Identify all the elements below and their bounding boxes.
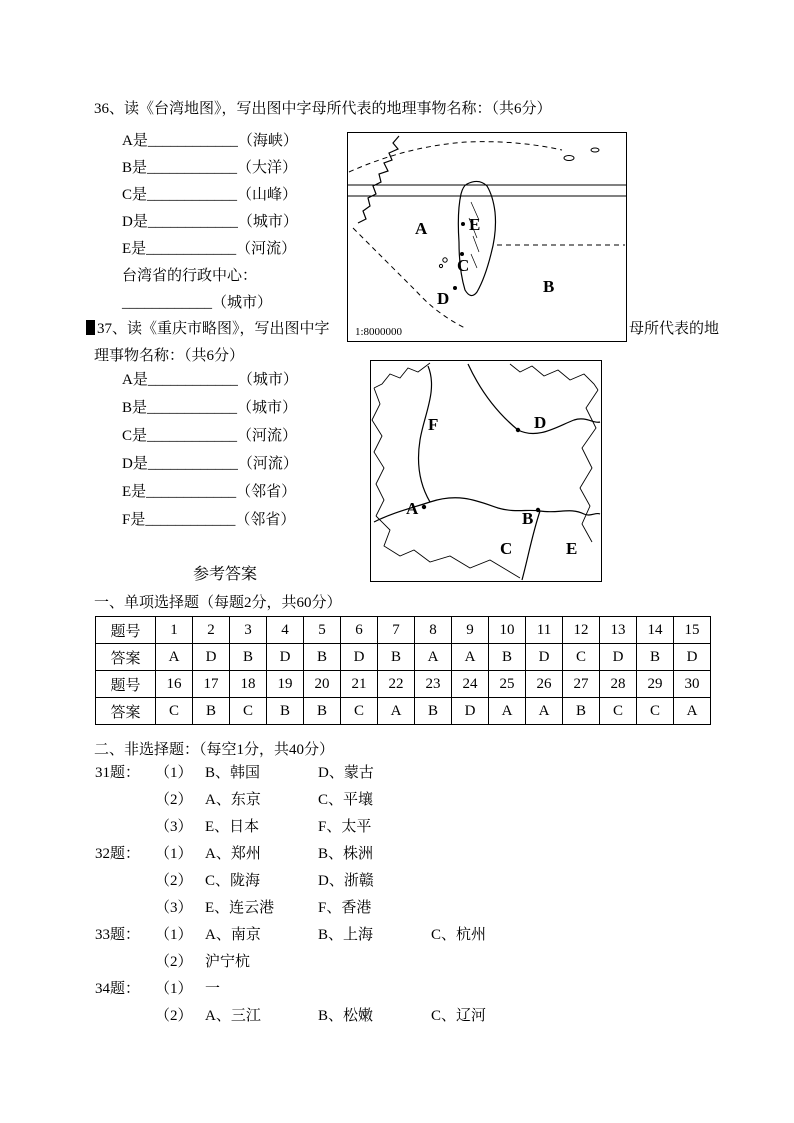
answer-table-header-cell: 题号 [96,671,156,698]
answer-table-cell: 10 [489,617,526,644]
answer-table-cell: C [230,698,267,725]
answer-table-cell: B [304,644,341,671]
answer-table [95,616,711,725]
answer-table-cell: A [156,644,193,671]
answer-table-cell: D [267,644,304,671]
answer-value: B、株洲 [318,846,374,862]
answer-value: C、辽河 [431,1008,487,1024]
answer-table-cell: D [674,644,711,671]
answer-table-cell: 7 [378,617,415,644]
answer-table-cell: C [600,698,637,725]
answer-table-cell: 27 [563,671,600,698]
q37-blank-line: D是____________（河流） [122,456,298,472]
q37-title-part2: 母所代表的地 [629,321,720,337]
answer-table-cell: 22 [378,671,415,698]
answer-table-cell: 3 [230,617,267,644]
section2-heading: 二、非选择题：（每空1分，共40分） [94,742,335,758]
map-label-d: D [437,289,450,308]
answer-subnumber: （3） [155,900,193,916]
q36-blank-line: A是____________（海峡） [122,133,298,149]
answer-subnumber: （1） [155,981,193,997]
q36-item-list [122,128,298,263]
answer-table-cell: A [452,644,489,671]
answer-table-row [96,671,711,698]
answer-value: 沪宁杭 [205,954,251,970]
answer-table-cell: 11 [526,617,563,644]
answer-table-cell: D [452,698,489,725]
answer-table-cell: 24 [452,671,489,698]
answer-table-cell: B [563,698,600,725]
answer-line [95,787,544,814]
answer-table-cell: 28 [600,671,637,698]
answer-table-cell: 15 [674,617,711,644]
map-label-f: F [428,415,439,434]
answer-value: B、上海 [318,927,374,943]
answers-heading: 参考答案 [193,566,258,583]
answer-table-cell: 25 [489,671,526,698]
map-label-e: E [566,539,578,558]
map-scale: 1:8000000 [355,326,403,338]
q37-blank-line: F是____________（邻省） [122,512,296,528]
answer-subnumber: （2） [155,792,193,808]
answer-table-cell: 1 [156,617,193,644]
answer-subnumber: （2） [155,1008,193,1024]
answer-table-cell: D [341,644,378,671]
q37-blank-line: C是____________（河流） [122,428,298,444]
answer-table-cell: A [526,698,563,725]
answer-table-cell: 17 [193,671,230,698]
answer-table-cell: A [674,698,711,725]
answer-table-cell: B [489,644,526,671]
answer-value: C、平壤 [318,792,374,808]
q36-blank-line: B是____________（大洋） [122,160,298,176]
answer-table-cell: 14 [637,617,674,644]
answer-table-cell: 29 [637,671,674,698]
answer-table-cell: 8 [415,617,452,644]
answer-table-cell: C [637,698,674,725]
answer-table-cell: 4 [267,617,304,644]
answer-table-cell: 16 [156,671,193,698]
answer-value: A、东京 [205,792,261,808]
answer-lines [95,760,544,1030]
taiwan-map [347,132,627,342]
answer-table-header-cell: 题号 [96,617,156,644]
answer-line [95,814,544,841]
answer-table-cell: B [267,698,304,725]
answer-table-cell: 19 [267,671,304,698]
q36-blank-line: E是____________（河流） [122,241,297,257]
answer-table-cell: 21 [341,671,378,698]
answer-table-header-cell: 答案 [96,644,156,671]
answer-question-label: 32题： [95,846,141,862]
answer-table-cell: A [378,698,415,725]
map-label-c: C [500,539,513,558]
answer-subnumber: （2） [155,873,193,889]
q36-title: 36、读《台湾地图》，写出图中字母所代表的地理事物名称：（共6分） [94,101,552,117]
answer-value: E、连云港 [205,900,275,916]
answer-value: 一 [205,981,221,997]
answer-value: E、日本 [205,819,260,835]
answer-table-cell: B [304,698,341,725]
answer-table-cell: 2 [193,617,230,644]
answer-table-cell: D [600,644,637,671]
answer-subnumber: （1） [155,846,193,862]
map-label-b: B [543,277,555,296]
q37-title-line2: 理事物名称：（共6分） [94,348,245,364]
answer-question-label: 31题： [95,765,141,781]
map-label-a: A [415,219,428,238]
answer-line [95,868,544,895]
answer-table-cell: B [193,698,230,725]
answer-line [95,1003,544,1030]
answer-line [95,949,544,976]
answer-table-cell: C [156,698,193,725]
answer-table-cell: B [415,698,452,725]
answer-line [95,841,544,868]
answer-value: B、松嫩 [318,1008,374,1024]
answer-subnumber: （1） [155,765,193,781]
answer-value: C、陇海 [205,873,261,889]
q37-blank-line: A是____________（城市） [122,372,298,388]
answer-table-cell: A [489,698,526,725]
answer-table-cell: 9 [452,617,489,644]
answer-table-row [96,644,711,671]
answer-table-cell: B [637,644,674,671]
answer-table-cell: 20 [304,671,341,698]
q37-item-list [122,366,298,534]
q37-title-part1: 37、读《重庆市略图》，写出图中字 [97,321,330,337]
answer-subnumber: （2） [155,954,193,970]
answer-table-cell: 12 [563,617,600,644]
map-border [348,133,627,342]
answer-table-cell: 6 [341,617,378,644]
answer-table-cell: B [378,644,415,671]
map-label-b: B [522,509,534,528]
map-label-c: C [457,256,470,275]
answer-table-cell: D [193,644,230,671]
answer-table-header-cell: 答案 [96,698,156,725]
answer-value: D、蒙古 [318,765,374,781]
chongqing-map [370,360,602,582]
answer-line [95,922,544,949]
answer-table-cell: 5 [304,617,341,644]
answer-subnumber: （1） [155,927,193,943]
q36-admin-label: 台湾省的行政中心： [122,268,258,284]
answer-table-cell: D [526,644,563,671]
answer-value: D、浙赣 [318,873,374,889]
answer-table-cell: B [230,644,267,671]
q36-blank-line: D是____________（城市） [122,214,298,230]
q37-blank-line: B是____________（城市） [122,400,298,416]
map-label-e: E [469,215,481,234]
answer-table-cell: 18 [230,671,267,698]
answer-line [95,976,544,1003]
answer-table-cell: 13 [600,617,637,644]
answer-line [95,895,544,922]
answer-question-label: 33题： [95,927,141,943]
answer-value: A、南京 [205,927,261,943]
q36-admin-blank: ____________（城市） [122,295,273,311]
answer-value: F、太平 [318,819,372,835]
answer-subnumber: （3） [155,819,193,835]
q37-blank-line: E是____________（邻省） [122,484,297,500]
answer-value: C、杭州 [431,927,487,943]
map-label-d: D [534,413,547,432]
answer-table-cell: C [341,698,378,725]
answer-table-cell: C [563,644,600,671]
answer-table-cell: 23 [415,671,452,698]
black-square-artifact [86,320,95,335]
answer-table-cell: A [415,644,452,671]
q36-blank-line: C是____________（山峰） [122,187,298,203]
answer-value: F、香港 [318,900,372,916]
answer-line [95,760,544,787]
answer-value: A、三江 [205,1008,261,1024]
answer-value: B、韩国 [205,765,261,781]
answer-table-row [96,698,711,725]
map-label-a: A [406,499,419,518]
q37-title-line1 [86,317,330,338]
answer-value: A、郑州 [205,846,261,862]
section1-heading: 一、单项选择题（每题2分，共60分） [94,595,342,611]
answer-question-label: 34题： [95,981,141,997]
answer-table-cell: 30 [674,671,711,698]
answer-table-cell: 26 [526,671,563,698]
answer-table-row [96,617,711,644]
